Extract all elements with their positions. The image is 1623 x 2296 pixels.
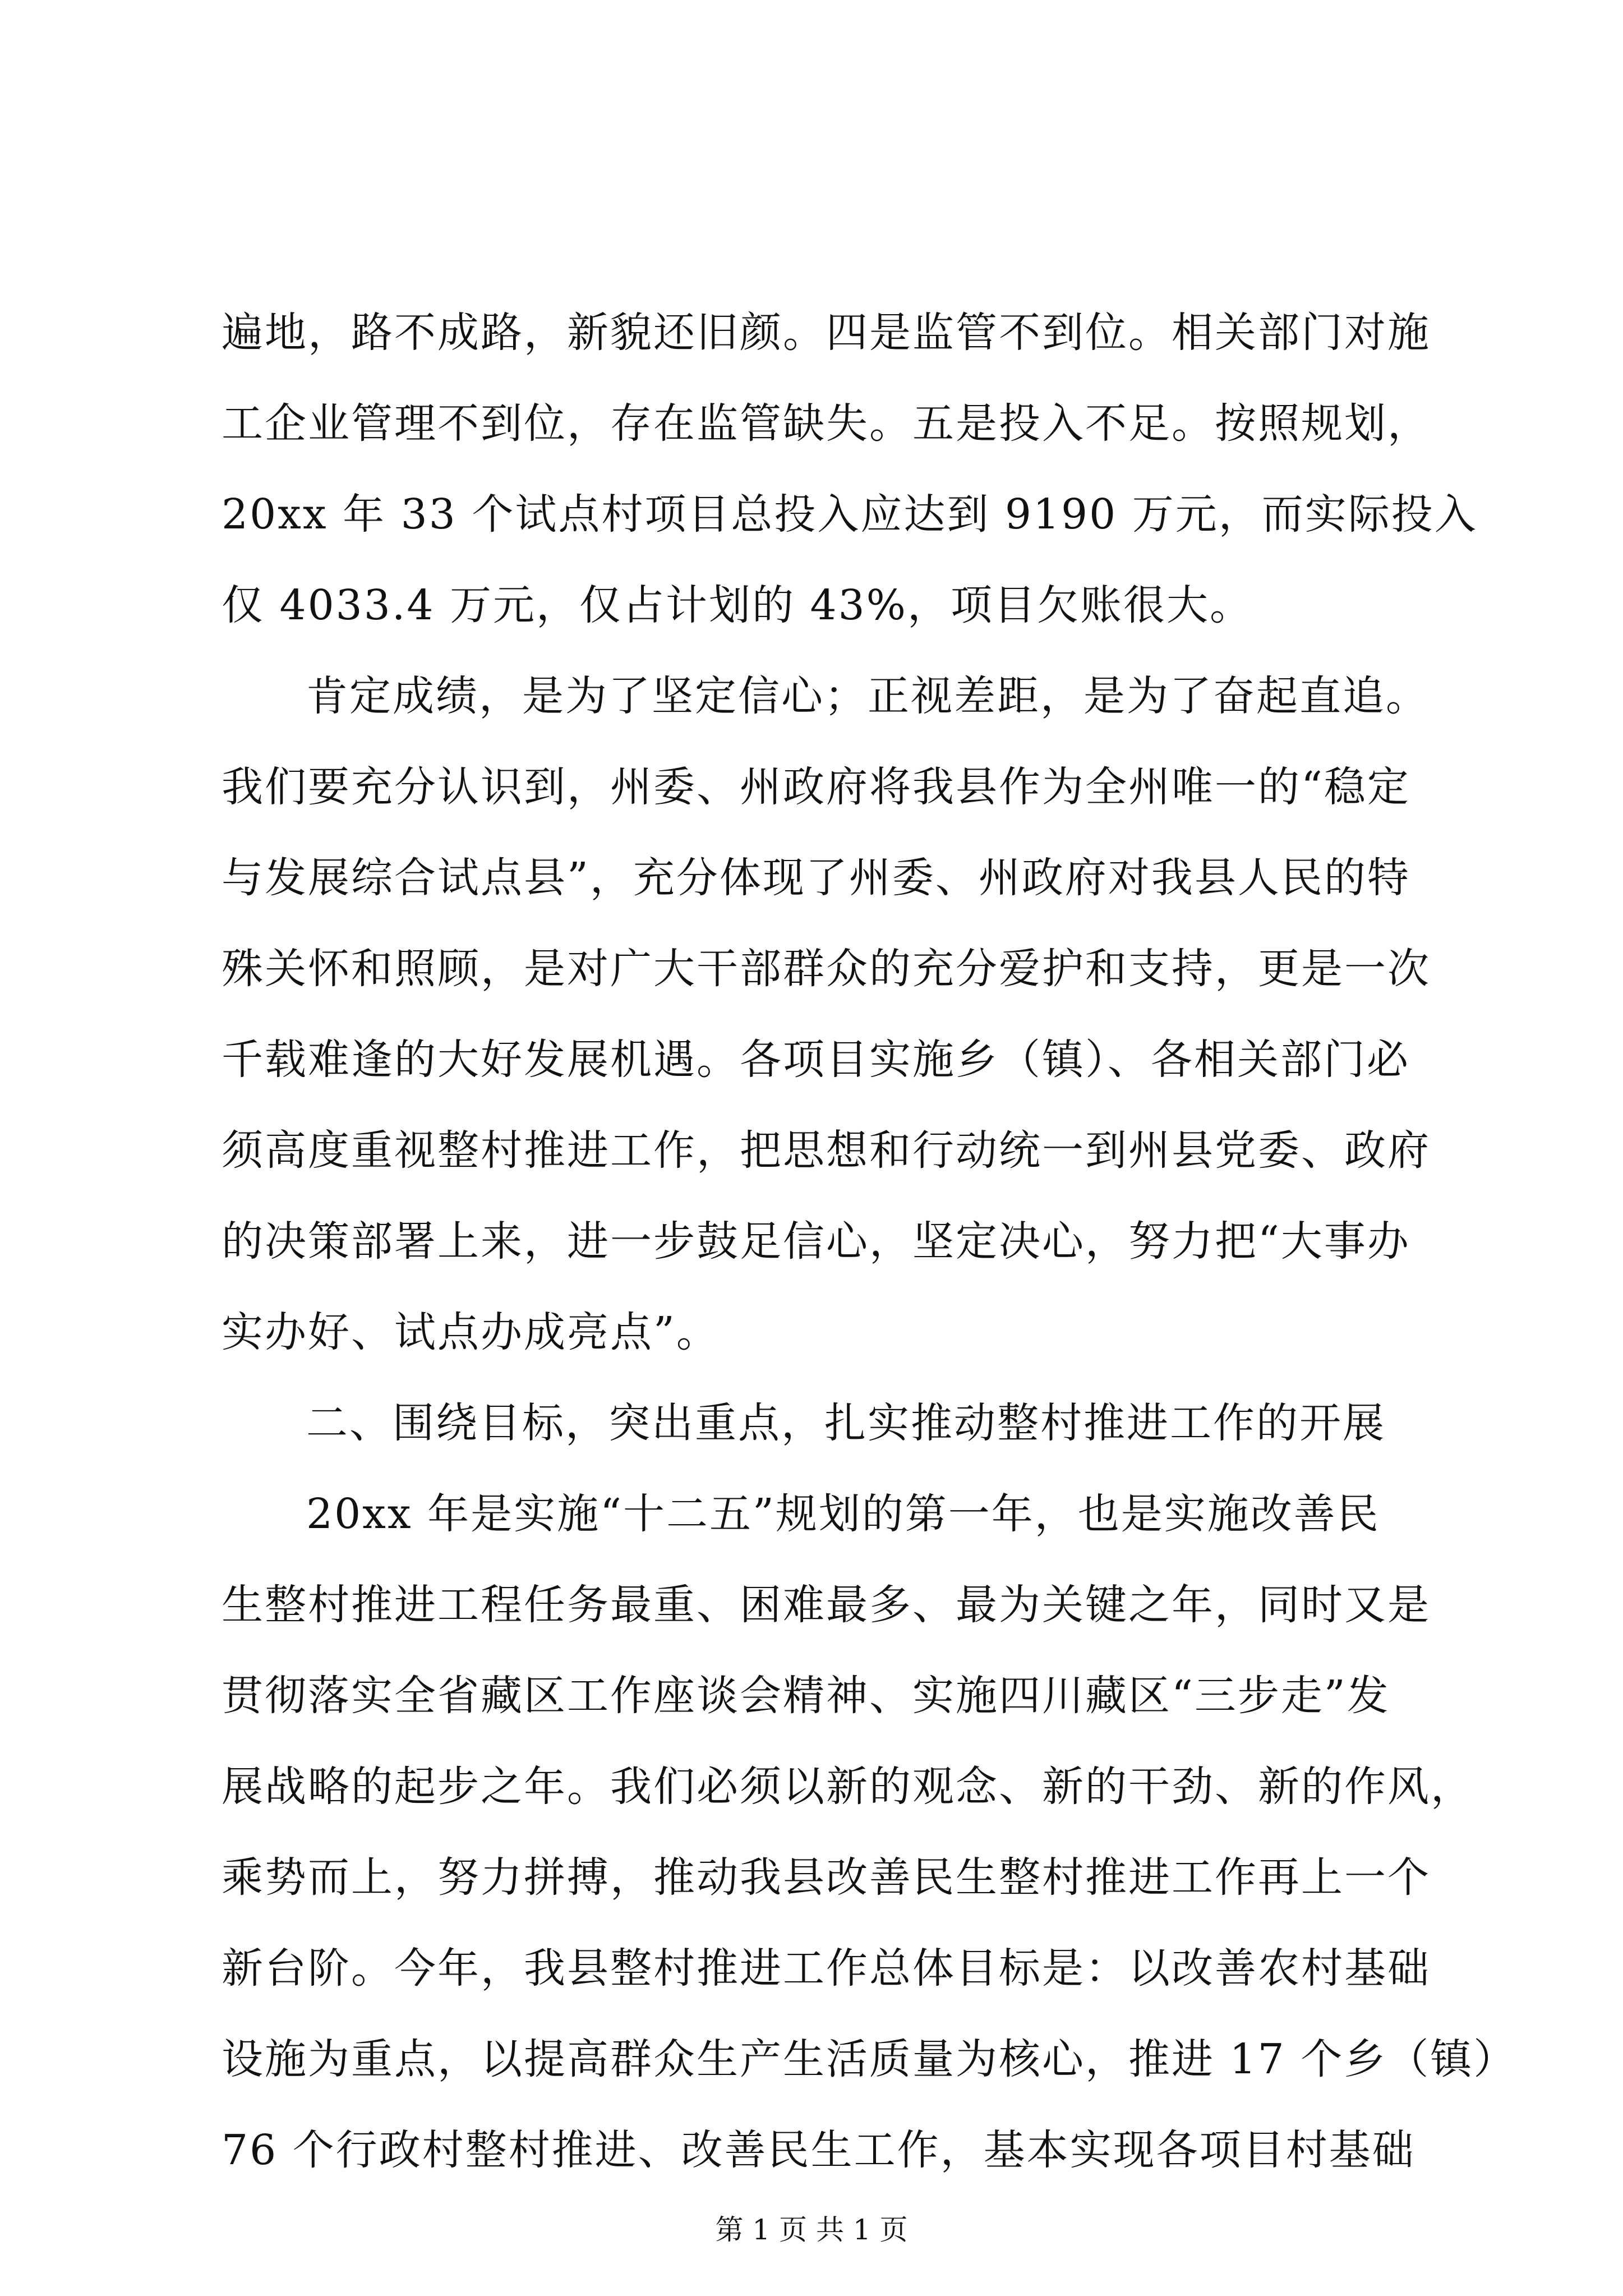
text-line-21: 76 个行政村整村推进、改善民生工作，基本实现各项目村基础 [222,2126,1415,2174]
paragraph-start-line-5: 肯定成绩，是为了坚定信心；正视差距，是为了奋起直追。 [306,672,1429,720]
text-line-8: 殊关怀和照顾，是对广大干部群众的充分爱护和支持，更是一次 [222,945,1431,993]
text-line-6: 我们要充分认识到，州委、州政府将我县作为全州唯一的“稳定 [222,763,1410,811]
page-footer: 第 1 页 共 1 页 [715,2214,908,2246]
text-line-12: 实办好、试点办成亮点”。 [222,1308,720,1356]
text-line-10: 须高度重视整村推进工作，把思想和行动统一到州县党委、政府 [222,1126,1431,1175]
text-line-9: 千载难逢的大好发展机遇。各项目实施乡（镇）、各相关部门必 [222,1036,1410,1084]
text-line-11: 的决策部署上来，进一步鼓足信心，坚定决心，努力把“大事办 [222,1217,1410,1266]
text-line-18: 乘势而上，努力拼搏，推动我县改善民生整村推进工作再上一个 [222,1853,1431,1902]
text-line-1: 遍地，路不成路，新貌还旧颜。四是监管不到位。相关部门对施 [222,309,1431,357]
paragraph-start-line-14: 20xx 年是实施“十二五”规划的第一年，也是实施改善民 [306,1490,1380,1538]
text-line-17: 展战略的起步之年。我们必须以新的观念、新的干劲、新的作风， [222,1763,1474,1811]
text-line-20: 设施为重点，以提高群众生产生活质量为核心，推进 17 个乡（镇） [222,2035,1517,2083]
text-line-19: 新台阶。今年，我县整村推进工作总体目标是：以改善农村基础 [222,1944,1431,1993]
section-heading: 二、围绕目标，突出重点，扎实推动整村推进工作的开展 [306,1399,1386,1447]
text-line-7: 与发展综合试点县”，充分体现了州委、州政府对我县人民的特 [222,854,1410,902]
text-line-2: 工企业管理不到位，存在监管缺失。五是投入不足。按照规划， [222,399,1431,448]
text-line-15: 生整村推进工程任务最重、困难最多、最为关键之年，同时又是 [222,1581,1431,1629]
text-line-3: 20xx 年 33 个试点村项目总投入应达到 9190 万元，而实际投入 [222,490,1478,539]
text-line-16: 贯彻落实全省藏区工作座谈会精神、实施四川藏区“三步走”发 [222,1672,1390,1720]
text-line-4: 仅 4033.4 万元，仅占计划的 43%，项目欠账很大。 [222,581,1253,629]
